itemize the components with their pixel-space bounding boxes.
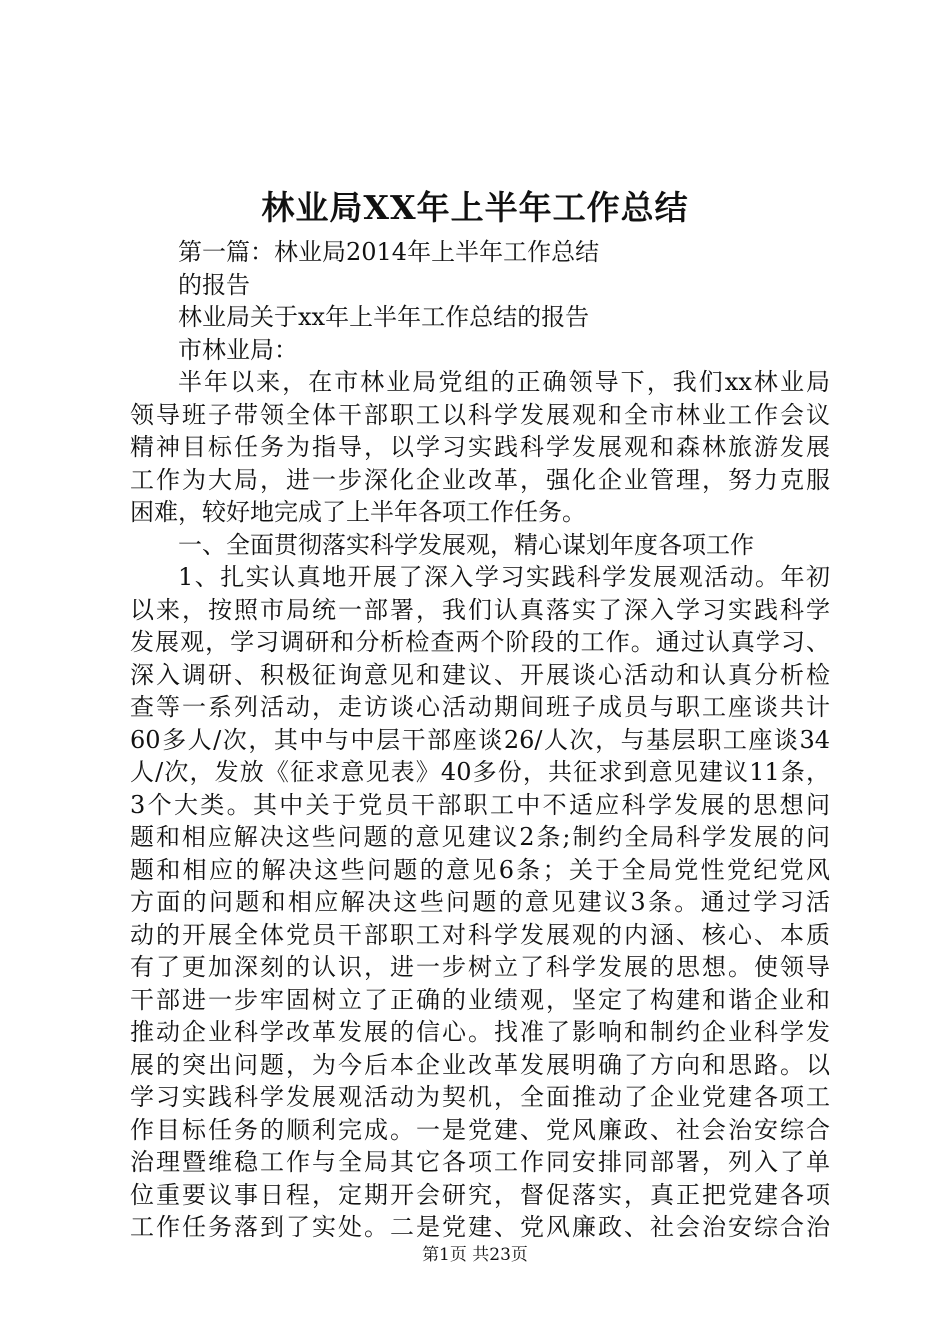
text-line: 工作为大局，进一步深化企业改革，强化企业管理，努力克服 [130,465,830,494]
text-line: 题和相应的解决这些问题的意见6条；关于全局党性党纪党风 [130,855,830,884]
text-line: 林业局关于xx年上半年工作总结的报告 [178,303,590,331]
text-line: 学习实践科学发展观活动为契机，全面推动了企业党建各项工 [130,1083,830,1111]
text-line: 市林业局： [178,335,298,364]
text-line: 深入调研、积极征询意见和建议、开展谈心活动和认真分析检 [130,660,830,689]
text-line: 推动企业科学改革发展的信心。找准了影响和制约企业科学发 [130,1018,830,1046]
text-line: 半年以来，在市林业局党组的正确领导下，我们xx林业局 [178,368,830,396]
text-line: 以来，按照市局统一部署，我们认真落实了深入学习实践科学 [130,595,830,624]
text-line: 第一篇：林业局2014年上半年工作总结 [178,238,600,266]
text-line: 工作任务落到了实处。二是党建、党风廉政、社会治安综合治 [130,1213,830,1241]
text-line: 查等一系列活动，走访谈心活动期间班子成员与职工座谈共计 [130,693,830,721]
text-line: 60多人/次，其中与中层干部座谈26/人次，与基层职工座谈34 [130,725,830,754]
text-line: 人/次，发放《征求意见表》40多份，共征求到意见建议11条， [130,758,830,786]
document-title: 林业局XX年上半年工作总结 [261,188,689,227]
text-line: 1、扎实认真地开展了深入学习实践科学发展观活动。年初 [178,563,830,591]
text-line: 3个大类。其中关于党员干部职工中不适应科学发展的思想问 [130,790,830,819]
text-line: 困难，较好地完成了上半年各项工作任务。 [130,498,586,526]
text-line: 精神目标任务为指导，以学习实践科学发展观和森林旅游发展 [130,433,830,461]
text-line: 动的开展全体党员干部职工对科学发展观的内涵、核心、本质 [130,920,830,949]
text-line: 题和相应解决这些问题的意见建议2条;制约全局科学发展的问 [130,823,830,851]
text-line: 发展观，学习调研和分析检查两个阶段的工作。通过认真学习、 [130,628,830,656]
text-line: 干部进一步牢固树立了正确的业绩观，坚定了构建和谐企业和 [130,985,830,1014]
text-line: 展的突出问题，为今后本企业改革发展明确了方向和思路。以 [130,1050,830,1079]
page-footer: 第1页 共23页 [422,1245,528,1265]
text-line: 方面的问题和相应解决这些问题的意见建议3条。通过学习活 [130,888,830,916]
text-line: 一、全面贯彻落实科学发展观，精心谋划年度各项工作 [178,530,754,559]
text-line: 的报告 [178,270,250,299]
text-line: 治理暨维稳工作与全局其它各项工作同安排同部署，列入了单 [130,1148,830,1176]
text-line: 作目标任务的顺利完成。一是党建、党风廉政、社会治安综合 [130,1115,830,1144]
text-line: 有了更加深刻的认识，进一步树立了科学发展的思想。使领导 [130,953,830,981]
text-line: 位重要议事日程，定期开会研究，督促落实，真正把党建各项 [130,1180,830,1209]
text-line: 领导班子带领全体干部职工以科学发展观和全市林业工作会议 [130,400,830,429]
document-body [130,236,830,1244]
